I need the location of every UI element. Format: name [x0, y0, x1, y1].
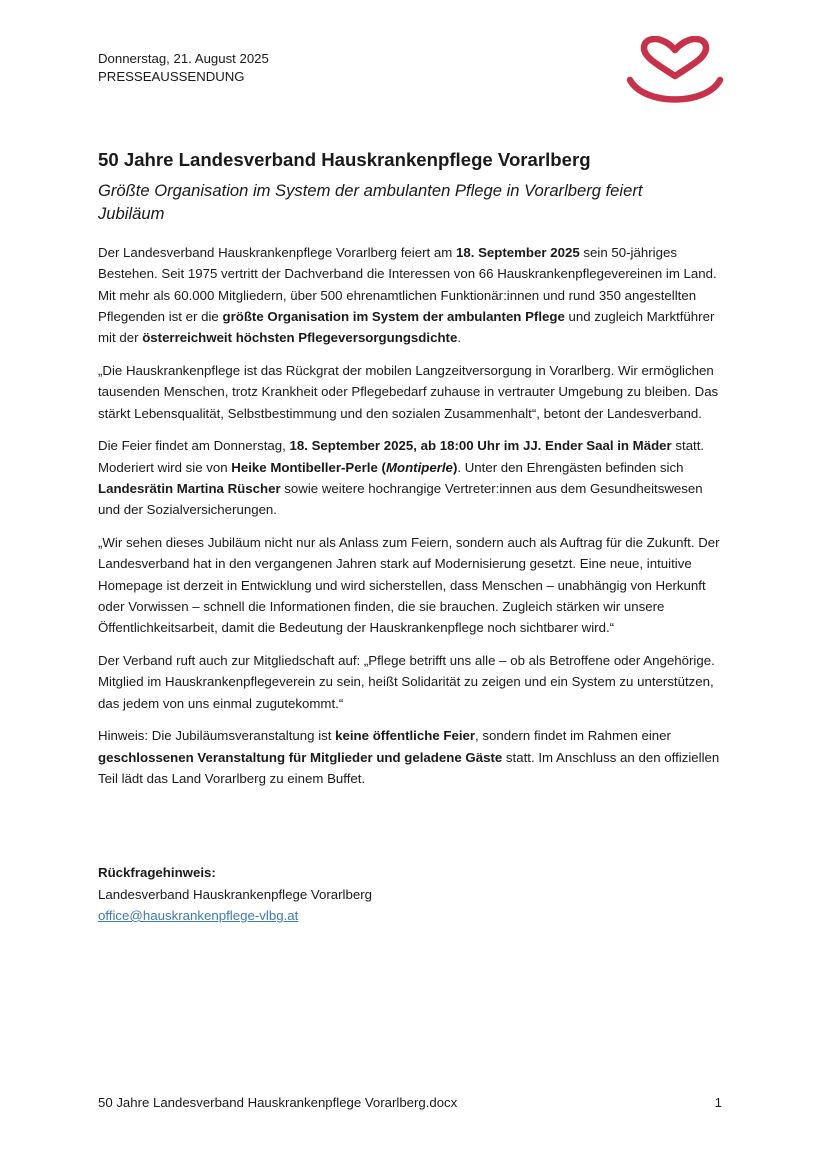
- paragraph: [98, 650, 724, 714]
- text-run: Der Landesverband Hauskrankenpflege Vorarlberg feiert am: [98, 245, 456, 260]
- text-run: sein 50-jähriges Bestehen. Seit 1975 vertritt der Dachverband die Interessen von 66 Hauskrankenpflegevereinen im Land. Mit mehr als 60.000 Mitgliedern, über 500 ehrenamtlichen Funktionär:innen und rund 350 angestellten Pflegenden ist er die: [98, 245, 717, 324]
- bold-text: keine öffentliche Feier: [335, 728, 476, 744]
- contact-block: [98, 862, 598, 927]
- bold-text: Heike Montibeller-Perle (: [231, 459, 386, 475]
- page-subtitle: Größte Organisation im System der ambulanten Pflege in Vorarlberg feiert Jubiläum: [98, 181, 643, 223]
- bold-text: Montiperle: [385, 459, 453, 475]
- text-run: statt. Moderiert wird sie von: [98, 438, 705, 475]
- bold-text: 18. September 2025, ab 18:00 Uhr im JJ. Ender Saal in Mäder: [289, 438, 672, 454]
- header-date: Donnerstag, 21. August 2025: [98, 51, 269, 66]
- bold-text: ): [452, 459, 458, 475]
- paragraph: [98, 435, 724, 520]
- logo-heart-shape: [644, 39, 706, 76]
- logo-smile-shape: [630, 80, 720, 100]
- text-run: sowie weitere hochrangige Vertreter:innen aus dem Gesundheitswesen und der Sozialversicherungen.: [98, 480, 703, 518]
- paragraph: [98, 242, 724, 348]
- bold-text: größte Organisation im System der ambulanten Pflege: [222, 308, 565, 324]
- paragraph: [98, 360, 724, 424]
- text-run: statt. Im Anschluss an den offiziellen Teil lädt das Land Vorarlberg zu einem Buffet.: [98, 749, 720, 787]
- text-run: .: [457, 330, 462, 346]
- bold-text: österreichweit höchsten Pflegeversorgungsdichte: [142, 330, 458, 346]
- text-run: „Wir sehen dieses Jubiläum nicht nur als Anlass zum Feiern, sondern auch als Auftrag für die Zukunft. Der Landesverband hat in den vergangenen Jahren stark auf Modernisierung gesetzt. Eine neue, intuitive Homepage ist derzeit in Entwicklung und wird sicherstellen, dass Menschen – unabhängig von Herkunft oder Vorwissen – schnell die Informationen finden, die sie brauchen. Zugleich stärken wir unsere Öffentlichkeitsarbeit, damit die Bedeutung der Hauskrankenpflege noch sichtbarer wird.“: [98, 535, 720, 636]
- text-run: „Die Hauskrankenpflege ist das Rückgrat der mobilen Langzeitversorgung in Vorarlberg. Wir ermöglichen tausenden Menschen, trotz Krankheit oder Pflegebedarf zuhause in vertrauter Umgebung zu bleiben. Das stärkt Lebensqualität, Selbstbestimmung und den sozialen Zusammenhalt“, betont der Landesverband.: [98, 362, 719, 421]
- page-title: 50 Jahre Landesverband Hauskrankenpflege Vorarlberg: [98, 149, 591, 170]
- header-label: PRESSEAUSSENDUNG: [98, 69, 245, 84]
- bold-text: Landesrätin Martina Rüscher: [98, 480, 281, 496]
- contact-email-link[interactable]: office@hauskrankenpflege-vlbg.at: [98, 908, 299, 923]
- text-run: und zugleich Marktführer mit der: [98, 308, 715, 346]
- heart-smile-logo-icon: [626, 36, 724, 108]
- article-body: [98, 242, 724, 801]
- text-run: Die Feier findet am Donnerstag,: [98, 438, 290, 454]
- footer-filename: 50 Jahre Landesverband Hauskrankenpflege Vorarlberg.docx: [98, 1095, 458, 1110]
- bold-text: geschlossenen Veranstaltung für Mitglieder und geladene Gäste: [98, 749, 503, 765]
- text-run: . Unter den Ehrengästen befinden sich: [457, 459, 684, 475]
- paragraph: [98, 725, 724, 789]
- bold-text: 18. September 2025: [455, 245, 580, 260]
- contact-organization: Landesverband Hauskrankenpflege Vorarlberg: [98, 886, 373, 902]
- paragraph: [98, 532, 724, 638]
- text-run: , sondern findet im Rahmen einer: [475, 728, 671, 744]
- text-run: Hinweis: Die Jubiläumsveranstaltung ist: [98, 728, 336, 744]
- text-run: Der Verband ruft auch zur Mitgliedschaft auf: „Pflege betrifft uns alle – ob als Betroffene oder Angehörige. Mitglied im Hauskrankenpflegeverein zu sein, heißt Solidarität zu zeigen und ein System zu unterstützen, das jedem von uns einmal zugutekommt.“: [98, 653, 715, 711]
- contact-label: Rückfragehinweis:: [98, 865, 216, 880]
- document-header: [98, 50, 269, 86]
- footer-page-number: 1: [714, 1095, 722, 1110]
